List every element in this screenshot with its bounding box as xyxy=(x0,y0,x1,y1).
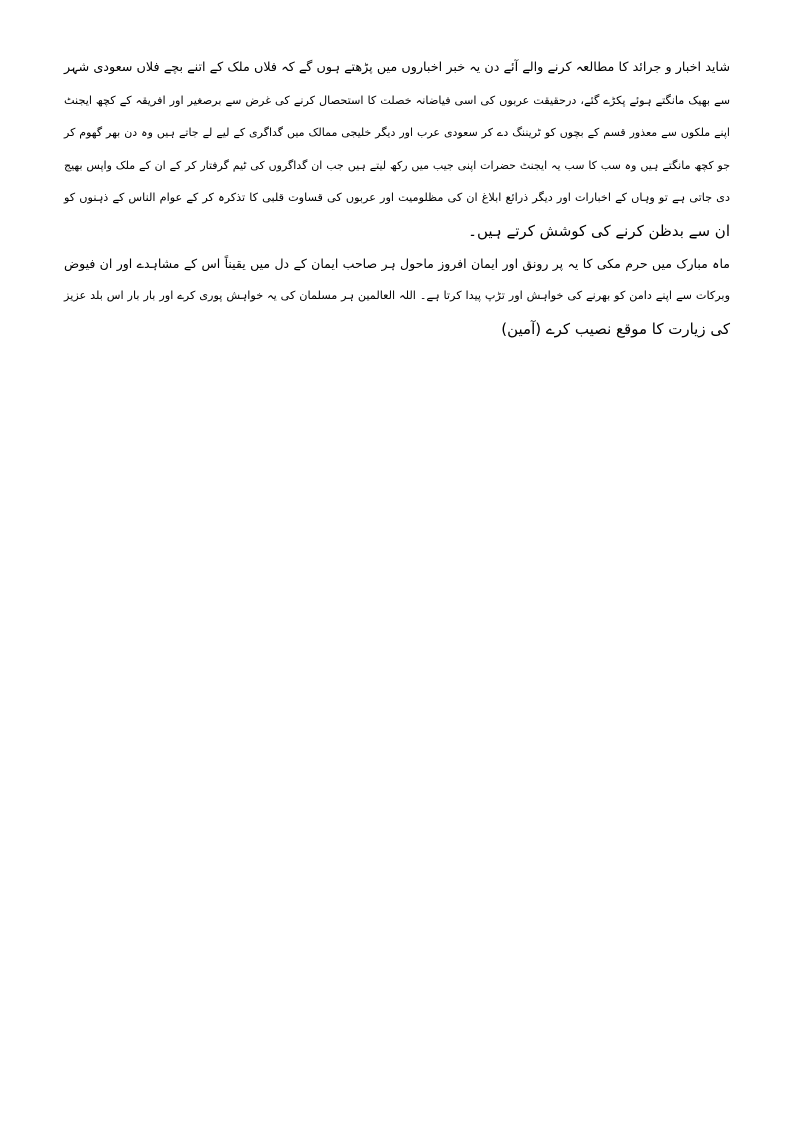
text-line: جو کچھ مانگتے ہیں وہ سب کا سب یہ ایجنٹ حضرات اپنی جیب میں رکھ لیتے ہیں جب ان گداگروں کی ٹیم گرفتار کر کے ان کے ملک واپس بھیج xyxy=(64,158,730,172)
text-line: کی زیارت کا موقع نصیب کرے (آمین) xyxy=(501,319,730,338)
document-body xyxy=(64,52,730,345)
paragraph-1 xyxy=(64,52,730,248)
text-line: وبرکات سے اپنے دامن کو بھرنے کی خواہش اور تڑپ پیدا کرتا ہے۔ اللہ العالمین ہر مسلمان کی یہ خواہش پوری کرے اور بار بار اس بلد عزیز xyxy=(64,289,730,303)
paragraph-2 xyxy=(64,248,730,346)
text-line: ان سے بدظن کرنے کی کوشش کرتے ہیں۔ xyxy=(468,221,730,240)
text-line: سے بھیک مانگتے ہوئے پکڑے گئے، درحقیقت عربوں کی اسی فیاضانہ خصلت کا استحصال کرنے کی غرض سے برصغیر اور افریقہ کے کچھ ایجنٹ xyxy=(64,93,730,107)
text-line: دی جاتی ہے تو وہاں کے اخبارات اور دیگر ذرائع ابلاغ ان کی مظلومیت اور عربوں کی قساوت قلبی کا تذکرہ کر کے عوام الناس کے ذہنوں کو xyxy=(64,191,730,205)
text-line: ماہ مبارک میں حرم مکی کا یہ پر رونق اور ایمان افروز ماحول ہر صاحب ایمان کے دل میں یقیناً اس کے مشاہدے اور ان فیوض xyxy=(64,255,730,271)
text-line: شاید اخبار و جرائد کا مطالعہ کرنے والے آئے دن یہ خبر اخباروں میں پڑھتے ہوں گے کہ فلاں ملک کے اتنے بچے فلاں سعودی شہر xyxy=(64,60,730,75)
text-line: اپنے ملکوں سے معذور قسم کے بچوں کو ٹریننگ دے کر سعودی عرب اور دیگر خلیجی ممالک میں گداگری کے لیے لے جاتے ہیں وہ دن بھر گھوم کر xyxy=(64,126,730,140)
